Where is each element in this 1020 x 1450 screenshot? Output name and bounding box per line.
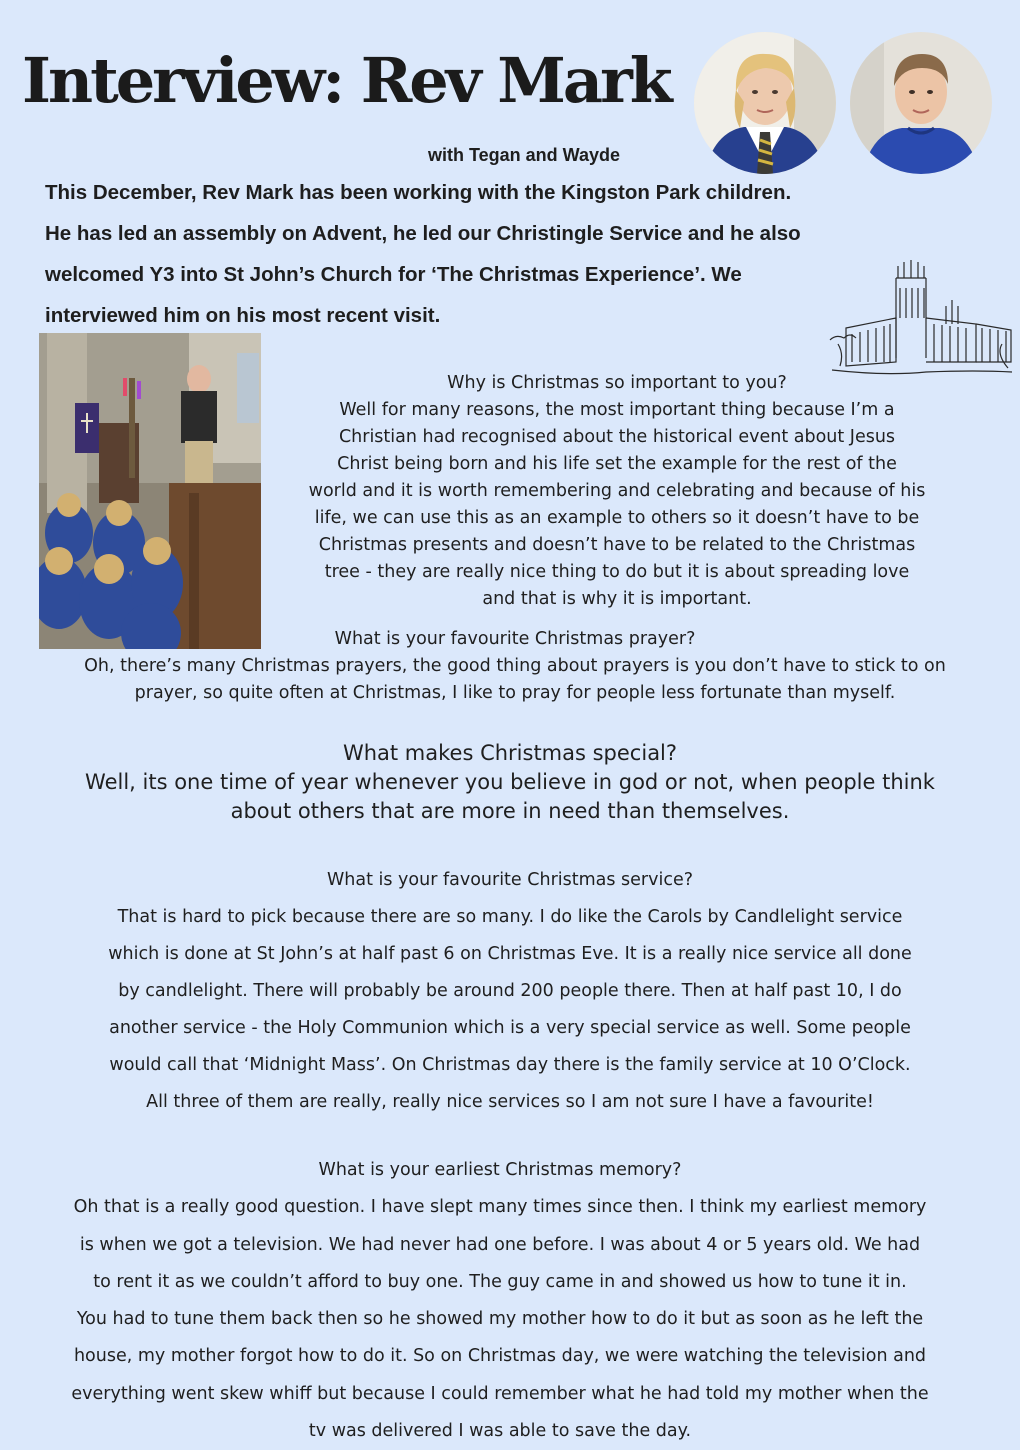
byline: with Tegan and Wayde [428,145,621,165]
question-text: What is your favourite Christmas service? [326,870,694,890]
answer-line: Well for many reasons, the most important thing because I’m a [339,400,895,420]
answer-line: about others that are more in need than themselves. [230,799,790,823]
answer-line: and that is why it is important. [482,589,752,609]
answer-line: life, we can use this as an example to others so it doesn’t have to be [314,508,920,528]
answer-line: That is hard to pick because there are so many. I do like the Carols by Candlelight service [117,907,903,927]
answer-line: Well, its one time of year whenever you believe in god or not, when people think [85,770,935,794]
answer-line: is when we got a television. We had never had one before. I was about 4 or 5 years old. We had [79,1234,921,1255]
question-text: What is your earliest Christmas memory? [318,1160,682,1180]
answer-line: everything went skew whiff but because I could remember what he had told my mother when the [71,1383,929,1404]
answer-line: You had to tune them back then so he showed my mother how to do it but as soon as he left the [76,1309,924,1330]
qa-block-service [0,862,1020,1121]
answer-line: Christian had recognised about the historical event about Jesus [338,427,896,447]
answer-line: tv was delivered I was able to save the day. [308,1421,692,1442]
answer-line: which is done at St John’s at half past 6 on Christmas Eve. It is a really nice service all done [108,944,912,964]
intro-line: interviewed him on his most recent visit. [45,304,441,327]
question-text: What is your favourite Christmas prayer? [334,629,696,649]
answer-line: Christ being born and his life set the example for the rest of the [337,454,897,474]
intro-line: welcomed Y3 into St John’s Church for ‘The Christmas Experience’. We [45,263,742,286]
answer-line: prayer, so quite often at Christmas, I like to pray for people less fortunate than myself. [134,683,896,703]
qa-block-importance [264,370,970,613]
student-photo-wayde [850,32,992,174]
assembly-photo [39,333,261,649]
answer-line: world and it is worth remembering and celebrating and because of his [308,481,926,501]
answer-line: another service - the Holy Communion which is a very special service as well. Some people [109,1018,911,1038]
church-illustration [826,258,1016,384]
page-title: Interview: Rev Mark [22,44,670,117]
answer-line: house, my mother forgot how to do it. So on Christmas day, we were watching the television and [73,1346,927,1367]
answer-line: to rent it as we couldn’t afford to buy one. The guy came in and showed us how to tune it in. [93,1271,907,1292]
answer-line: Oh that is a really good question. I have slept many times since then. I think my earliest memory [73,1197,927,1218]
question-text: What makes Christmas special? [342,741,678,765]
qa-block-memory [0,1152,1000,1450]
answer-line: Oh, there’s many Christmas prayers, the good thing about prayers is you don’t have to stick to on [84,656,946,676]
answer-line: by candlelight. There will probably be around 200 people there. Then at half past 10, I do [118,981,902,1001]
intro-line: This December, Rev Mark has been working with the Kingston Park children. [45,181,792,204]
answer-line: tree - they are really nice thing to do but it is about spreading love [324,562,910,582]
intro-line: He has led an assembly on Advent, he led our Christingle Service and he also [45,222,801,245]
qa-block-prayer [10,626,1020,707]
answer-line: would call that ‘Midnight Mass’. On Christmas day there is the family service at 10 O’Clock. [109,1055,911,1075]
question-text: Why is Christmas so important to you? [447,373,787,393]
answer-line: Christmas presents and doesn’t have to be related to the Christmas [318,535,916,555]
qa-block-special [20,739,1000,826]
answer-line: All three of them are really, really nice services so I am not sure I have a favourite! [146,1092,874,1112]
student-photo-tegan [694,32,836,174]
